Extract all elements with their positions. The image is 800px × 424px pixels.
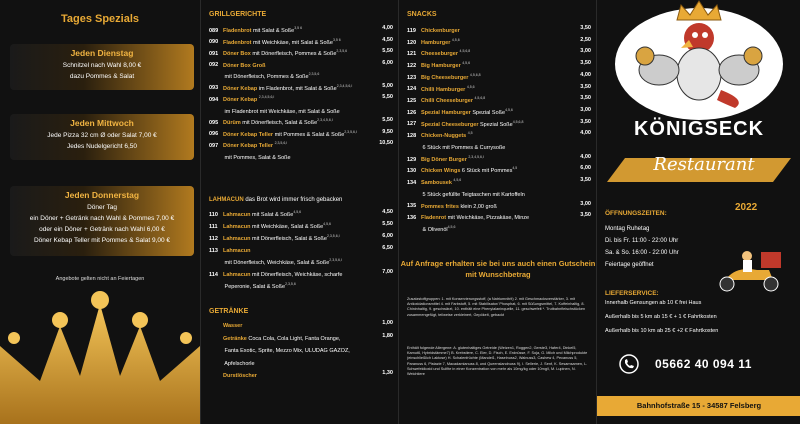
item-price: 3,50 (580, 60, 591, 67)
item-number: 089 (209, 27, 219, 34)
menu-row (209, 367, 393, 379)
menu-row (407, 104, 591, 116)
item-name: Big Cheeseburger (421, 74, 469, 81)
item-name: Lahmacun (223, 211, 251, 218)
item-number: 128 (407, 133, 417, 140)
special-line: Döner Tag (87, 204, 117, 211)
item-name: Chilli Cheeseburger (421, 98, 473, 105)
allergens-text: Enthält folgende Allergene: A. glutenhaltiges Getreide (Weizen1, Roggen2, Gerste3, Hafer4, Dinkel5, Kamut6, Hybridstämme7) B. Krebstiere, C. Eier, D. Fisch, E. Erdnüsse, F. Soja, G. Milch und Milchprodukte (einschließlich Laktose) H. Schalenfrüchte (Mandel1, Haselnuss2, Walnuss3, Cashew 4, Pecanuss 5, Paranuss 6, Pistazie 7, Macadamianuss 8, und Queenslandnuss 9), I. Sellerie, J. Senf, K. Sesamsamen, L. Schwefeldioxid und Sulfite in einer Konzentration von mehr als 10mg/kg oder 10mg/l, M. Lupinen, N. Weichtiere (407, 346, 588, 377)
item-additives: 2,3,5,6 (308, 72, 320, 76)
item-number: 110 (209, 211, 218, 218)
item-description: mit Dönerfleisch, Salat & Soße (252, 235, 327, 242)
item-description: im Fladenbrot mit Weichkäse, mit Salat & Soße (224, 108, 340, 115)
menu-row (209, 126, 393, 138)
item-name: Hamburger (421, 39, 451, 46)
special-line: Jede Pizza 32 cm Ø oder Salat 7,00 € (47, 132, 157, 139)
menu-row (407, 139, 591, 151)
item-price: 3,50 (580, 95, 591, 102)
item-number: 120 (407, 39, 417, 46)
menu-row (407, 221, 591, 233)
item-price: 4,50 (382, 36, 393, 43)
item-number: 121 (407, 51, 417, 58)
item-number: 114 (209, 271, 218, 278)
item-additives: 2,3,5,6,I (274, 141, 288, 145)
item-price: 5,50 (382, 221, 393, 227)
item-name: Fladenbrot (223, 27, 252, 34)
menu-row (209, 317, 393, 329)
special-line: Döner Kebap Teller mit Pommes & Salat 9,00 € (33, 237, 171, 244)
item-additives: 4,5,6,8 (469, 72, 481, 77)
phone-icon (619, 354, 639, 374)
item-description: mit Salat & Soße (252, 27, 295, 34)
item-name: Chicken Wings (421, 168, 461, 175)
item-name: Lahmacun (223, 223, 251, 230)
drinks-title: GETRÄNKE (209, 308, 249, 315)
item-description: mit Dönerfleisch, Pommes & Soße (224, 73, 309, 80)
item-price: 6,00 (382, 59, 393, 66)
item-number: 096 (209, 131, 219, 138)
item-additives: 4,5,6 (447, 224, 456, 229)
delivery-line: Außerhalb bis 10 km ab 25 € +2 € Fahrtkosten (605, 328, 719, 334)
item-name: Big Hamburger (421, 62, 461, 69)
item-price: 6,00 (382, 233, 393, 239)
delivery-line: Außerhalb bis 5 km ab 15 € + 1 € Fahrtkosten (605, 314, 717, 320)
menu-row (209, 80, 393, 92)
item-additives: 2,3,4,5,6,I (258, 95, 275, 99)
item-additives: 2,3,5,6 (336, 49, 348, 53)
item-description: mit Dönerfleisch, Weichkäse, Salat & Soße (224, 259, 330, 266)
item-description: & Olivenöl (422, 226, 448, 233)
opening-hours-line: Di. bis Fr. 11:00 - 22:00 Uhr (605, 238, 679, 244)
lahmacun-title (209, 197, 342, 203)
item-additives: 2,3,4,5,6,I (317, 118, 333, 122)
delivery-scooter-icon (707, 248, 791, 294)
item-price: 5,50 (382, 94, 393, 100)
item-name: Chilli Hamburger (421, 86, 466, 93)
opening-hours-line: Montag Ruhetag (605, 226, 650, 232)
special-day-title: Jeden Dienstag (70, 48, 134, 58)
item-name: Döner Box (223, 50, 251, 57)
address-bar: Bahnhofstraße 15 - 34587 Felsberg (597, 396, 800, 416)
item-price: 4,00 (580, 71, 591, 78)
item-price: 9,50 (382, 128, 393, 135)
menu-row (407, 186, 591, 198)
special-thursday (10, 186, 194, 256)
item-name: Wasser (223, 322, 243, 329)
menu-row (209, 68, 393, 80)
special-line: Jedes Nudelgericht 6,50 (66, 143, 138, 150)
item-number: 112 (209, 235, 218, 242)
item-additives: 3,5 6 (294, 26, 303, 30)
voucher-notice: Auf Anfrage erhalten sie bei uns auch einen Gutschein mit Wunschbetrag (400, 259, 596, 279)
menu-row (407, 162, 591, 174)
item-number: 113 (209, 247, 218, 254)
item-additives: 4,5,6 (466, 84, 475, 89)
menu-row (209, 254, 393, 266)
item-name: Pommes frites (421, 203, 459, 210)
item-description: mit Pommes, Salat & Soße (224, 154, 291, 161)
item-additives: 4,5,6 (451, 37, 460, 42)
menu-row (209, 266, 393, 278)
item-name: Spezial Cheeseburger (421, 121, 479, 128)
item-number: 111 (209, 223, 218, 230)
item-price: 1,30 (382, 370, 393, 376)
item-price: 3,50 (580, 83, 591, 90)
item-description: mit Dönerfleisch, Weichkäse, scharfe (252, 271, 343, 278)
menu-row (209, 57, 393, 69)
menu-row (407, 151, 591, 163)
item-name: Sambousek (421, 179, 452, 186)
item-price: 6,00 (580, 165, 591, 172)
item-price: 4,00 (580, 153, 591, 160)
menu-row (407, 92, 591, 104)
menu-row (209, 278, 393, 290)
item-price: 1,80 (382, 332, 393, 339)
opening-hours-line: Sa. & So. 16:00 - 22:00 Uhr (605, 250, 679, 256)
snacks-title: SNACKS (407, 11, 437, 18)
item-price: 2,50 (580, 36, 591, 43)
snacks-menu-panel (398, 0, 596, 424)
item-additives: 2,3,5,6,I (344, 129, 357, 134)
item-price: 3,50 (580, 25, 591, 31)
item-price: 3,00 (580, 48, 591, 55)
item-number: 126 (407, 109, 417, 116)
menu-row (209, 355, 393, 367)
item-additives: 2,3,5,6 (285, 282, 296, 286)
item-name: Dürüm (223, 119, 241, 126)
item-additives: 4,5 (512, 166, 518, 171)
menu-row (209, 206, 393, 218)
item-price: 3,00 (580, 106, 591, 113)
menu-row (407, 174, 591, 186)
item-number: 135 (407, 203, 417, 210)
item-price: 4,00 (382, 25, 393, 31)
item-number: 095 (209, 119, 219, 126)
menu-row (209, 34, 393, 46)
item-number: 122 (407, 62, 417, 69)
item-description: Coca Cola, Cola Light, Fanta Orange, (248, 335, 341, 342)
item-name: Chicken-Nuggets (421, 133, 467, 140)
menu-row (407, 127, 591, 139)
item-additives: 2,3,5,6,I (329, 258, 342, 262)
menu-row (209, 149, 393, 161)
daily-specials-panel (0, 0, 200, 424)
menu-row (407, 209, 591, 221)
special-tuesday (10, 44, 194, 90)
item-additives: 4,5,6 (505, 107, 513, 112)
item-number: 091 (209, 50, 219, 57)
item-description: Spezial Soße (480, 121, 513, 128)
item-price: 3,00 (580, 200, 591, 207)
item-name: Durstlöscher (223, 372, 257, 379)
item-description: klein 2,00 groß (460, 203, 497, 210)
item-description: mit Weichkäse, Pizzakäse, Minze (447, 215, 530, 222)
item-number: 123 (407, 74, 417, 81)
item-price: 7,00 (382, 269, 393, 275)
item-price: 5,50 (382, 48, 393, 54)
special-line: oder ein Döner + Getränk nach Wahl 6,00 € (39, 226, 165, 233)
item-price: 5,00 (382, 82, 393, 89)
item-number: 124 (407, 86, 417, 93)
item-additives: 3,5 6 (332, 37, 341, 42)
item-name: Döner Kebap Teller (223, 131, 274, 138)
menu-row (407, 22, 591, 34)
item-number: 119 (407, 27, 416, 34)
item-additives: 4,5 (467, 131, 473, 136)
item-name: Lahmacun (223, 235, 251, 242)
item-description: mit Pommes & Salat & Soße (274, 131, 345, 138)
menu-row (407, 116, 591, 128)
menu-row (209, 137, 393, 149)
specials-title: Tages Spezials (60, 13, 140, 25)
menu-row (407, 198, 591, 210)
item-description: mit Weichkäse, mit Salat & Soße (252, 39, 333, 46)
menu-row (209, 242, 393, 254)
menu-row (209, 91, 393, 103)
item-name: Spezial Hamburger (421, 109, 471, 116)
item-price: 1,00 (382, 320, 393, 326)
lahmacun-subtitle: das Brot wird immer frisch gebacken (245, 197, 343, 203)
item-description: mit Dönerfleisch, Salat & Soße (242, 119, 318, 126)
item-additives: 2,3,4,5,6,I (468, 154, 484, 159)
menu-row (209, 114, 393, 126)
specials-note: Angebote gelten nicht an Feiertagen (55, 276, 145, 282)
item-name: Lahmacun (223, 247, 251, 254)
grill-title: GRILLGERICHTE (209, 11, 267, 18)
item-name: Döner Kebap (223, 96, 258, 103)
item-name: Lahmacun (223, 271, 251, 278)
item-name: Chickenburger (421, 27, 460, 34)
menu-row (209, 218, 393, 230)
item-name: Döner Kebap (223, 85, 258, 92)
item-description: mit Dönerfleisch, Pommes & Soße (252, 50, 337, 57)
special-wednesday (10, 114, 194, 160)
menu-row (407, 81, 591, 93)
lahmacun-title-text: LAHMACUN (209, 197, 244, 203)
item-additives: 2,3,4,5,6,I (336, 83, 353, 88)
info-panel (596, 0, 800, 424)
item-description: 5 Stück gefüllte Teigtaschen mit Kartoffeln (422, 191, 525, 198)
item-name: Cheeseburger (421, 51, 458, 58)
special-day-title: Jeden Mittwoch (70, 118, 134, 128)
crown-icon (0, 286, 200, 424)
item-number: 092 (209, 62, 219, 69)
item-number: 130 (407, 168, 417, 175)
menu-row (209, 45, 393, 57)
item-price: 3,50 (580, 212, 591, 219)
item-description: mit Weichkäse, Salat & Soße (252, 223, 324, 230)
opening-hours-title: ÖFFNUNGSZEITEN: (605, 210, 667, 217)
item-name: Getränke (223, 335, 247, 342)
restaurant-subtitle: Restaurant (653, 154, 755, 175)
item-description: mit Salat & Soße (252, 211, 294, 218)
grill-menu-panel (200, 0, 398, 424)
menu-row (407, 45, 591, 57)
special-line: Schnitzel nach Wahl 8,00 € (62, 62, 142, 69)
menu-row (407, 69, 591, 81)
item-number: 094 (209, 96, 219, 103)
item-price: 4,00 (580, 130, 591, 137)
item-number: 090 (209, 39, 219, 46)
item-number: 097 (209, 142, 219, 149)
item-price: 4,50 (382, 209, 393, 215)
item-name: Fladenrot (421, 215, 447, 222)
year-label: 2022 (735, 202, 758, 213)
item-price: 6,50 (382, 245, 393, 251)
item-additives: 4,5,6,8 (474, 96, 486, 101)
item-number: 127 (407, 121, 417, 128)
item-number: 093 (209, 85, 219, 92)
item-additives: 4,5,6 (293, 210, 302, 214)
restaurant-name: KÖNIGSECK (633, 118, 765, 140)
menu-row (209, 230, 393, 242)
item-description: Apfelschorle (224, 360, 255, 367)
item-description: im Fladenbrot, mit Salat & Soße (258, 85, 337, 92)
item-description: 6 Stück mit Pommes & Currysoße (422, 144, 506, 151)
item-price: 3,50 (580, 118, 591, 125)
item-description: Fanta Exotic, Sprite, Mezzo Mix, ULUDAG GAZOZ, (224, 347, 350, 354)
item-number: 125 (407, 98, 417, 105)
item-price: 10,50 (379, 140, 393, 146)
phone-number[interactable]: 05662 40 094 11 (655, 357, 752, 371)
menu-row (209, 330, 393, 342)
item-price: 5,50 (382, 117, 393, 123)
item-number: 129 (407, 156, 417, 163)
delivery-line: Innerhalb Gensungen ab 10 € frei Haus (605, 300, 702, 306)
menu-row (209, 103, 393, 115)
opening-hours-line: Feiertage geöffnet (605, 262, 654, 268)
item-name: Döner Kebap Teller (223, 142, 274, 149)
item-additives: 4,5,6 (323, 222, 331, 226)
item-description: 6 Stück mit Pommes (461, 168, 513, 175)
item-additives: 4,5,6,8 (459, 49, 471, 54)
item-additives: 2,3,5,6,I (326, 234, 340, 238)
item-additives: 4,5,6 (462, 61, 471, 66)
item-additives: 4,5,6 (453, 178, 462, 183)
special-day-title: Jeden Donnerstag (64, 190, 140, 200)
menu-row (407, 34, 591, 46)
item-name: Fladenbrot (223, 39, 252, 46)
menu-row (209, 22, 393, 34)
special-line: dazu Pommes & Salat (69, 73, 135, 80)
item-number: 136 (407, 215, 417, 222)
menu-row (209, 342, 393, 354)
item-number: 134 (407, 179, 417, 186)
item-additives: 4,5,6,8 (512, 119, 524, 124)
item-description: Spezial Soße (472, 109, 506, 116)
menu-row (407, 57, 591, 69)
special-line: ein Döner + Getränk nach Wahl & Pommes 7,00 € (29, 215, 175, 222)
item-name: Döner Box Groß (223, 62, 266, 69)
item-price: 3,50 (580, 177, 591, 184)
delivery-title: LIEFERSERVICE: (605, 290, 659, 297)
item-description: Peperonie, Salat & Soße (224, 283, 286, 290)
additives-text: Zusatzstoffgruppen: 1. mit Konservierungsstoff, (a Natriumnitrit) 2. mit Geschmacksverstärker, 3. mit Antioxidationsmittel 4. mit Farbstoff, 5. mit Stabilisator/ Phosphat, 6. mit Süßungsmittel, 7. Koffeinhaltig, 8. Chininhaltig, 9. geschwärzt, 10. enthält eine Phenylalaninquelle, 11. geschwefelt *. Trutbahnfleischstücken zusammengefügt, teilweise zerkleinert, Gepökelt, gebackt (407, 297, 586, 317)
item-name: Big Döner Burger (421, 156, 467, 163)
